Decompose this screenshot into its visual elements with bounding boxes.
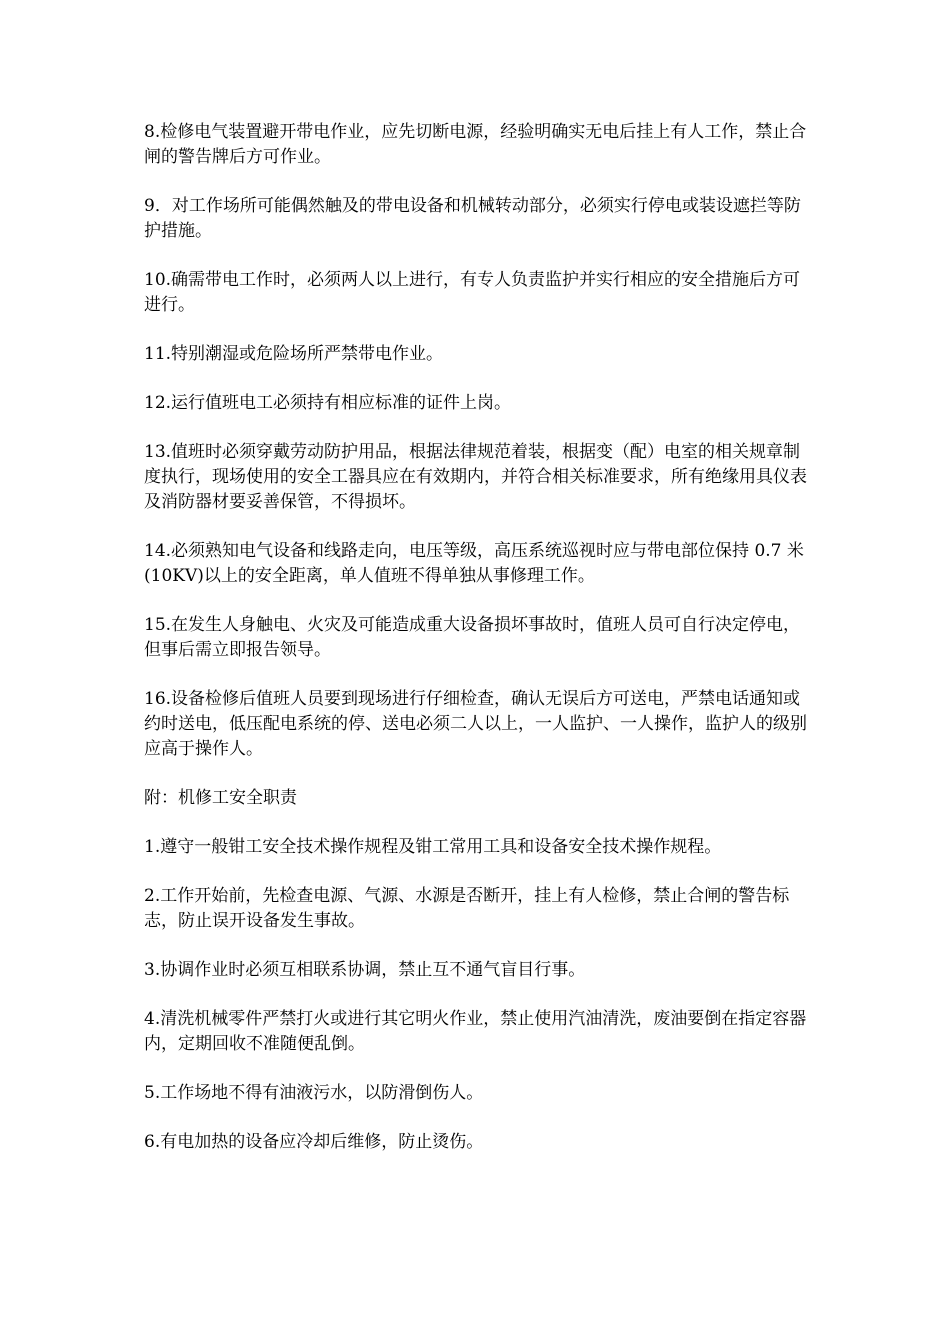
paragraph-item-13: 13.值班时必须穿戴劳动防护用品，根据法律规范着装，根据变（配）电室的相关规章制度执行，现场使用的安全工器具应在有效期内，并符合相关标准要求，所有绝缘用具仪表及消防器材要妥善保管，不得损坏。 xyxy=(144,442,807,512)
paragraph-item-16: 16.设备检修后值班人员要到现场进行仔细检查，确认无误后方可送电，严禁电话通知或约时送电，低压配电系统的停、送电必须二人以上，一人监护、一人操作，监护人的级别应高于操作人。 xyxy=(144,689,807,759)
appendix-item-6: 6.有电加热的设备应冷却后维修，防止烫伤。 xyxy=(144,1132,484,1152)
paragraph-item-14: 14.必须熟知电气设备和线路走向，电压等级，高压系统巡视时应与带电部位保持 0.7 米(10KV)以上的安全距离，单人值班不得单独从事修理工作。 xyxy=(144,541,804,586)
appendix-item-5: 5.工作场地不得有油液污水，以防滑倒伤人。 xyxy=(144,1083,484,1103)
appendix-item-4: 4.清洗机械零件严禁打火或进行其它明火作业，禁止使用汽油清洗，废油要倒在指定容器内，定期回收不准随便乱倒。 xyxy=(144,1009,807,1054)
paragraph-item-11: 11.特别潮湿或危险场所严禁带电作业。 xyxy=(144,344,444,364)
paragraph-item-9: 9．对工作场所可能偶然触及的带电设备和机械转动部分，必须实行停电或装设遮拦等防护措施。 xyxy=(144,196,801,241)
appendix-heading: 附：机修工安全职责 xyxy=(144,788,297,808)
document-body xyxy=(144,120,808,1179)
paragraph-item-10: 10.确需带电工作时，必须两人以上进行，有专人负责监护并实行相应的安全措施后方可进行。 xyxy=(144,270,801,315)
paragraph-item-8: 8.检修电气装置避开带电作业，应先切断电源，经验明确实无电后挂上有人工作，禁止合闸的警告牌后方可作业。 xyxy=(144,122,807,167)
paragraph-item-15: 15.在发生人身触电、火灾及可能造成重大设备损坏事故时，值班人员可自行决定停电，但事后需立即报告领导。 xyxy=(144,615,801,660)
appendix-item-2: 2.工作开始前，先检查电源、气源、水源是否断开，挂上有人检修，禁止合闸的警告标志，防止误开设备发生事故。 xyxy=(144,886,790,931)
appendix-item-1: 1.遵守一般钳工安全技术操作规程及钳工常用工具和设备安全技术操作规程。 xyxy=(144,837,722,857)
paragraph-item-12: 12.运行值班电工必须持有相应标准的证件上岗。 xyxy=(144,393,512,413)
appendix-item-3: 3.协调作业时必须互相联系协调，禁止互不通气盲目行事。 xyxy=(144,960,586,980)
